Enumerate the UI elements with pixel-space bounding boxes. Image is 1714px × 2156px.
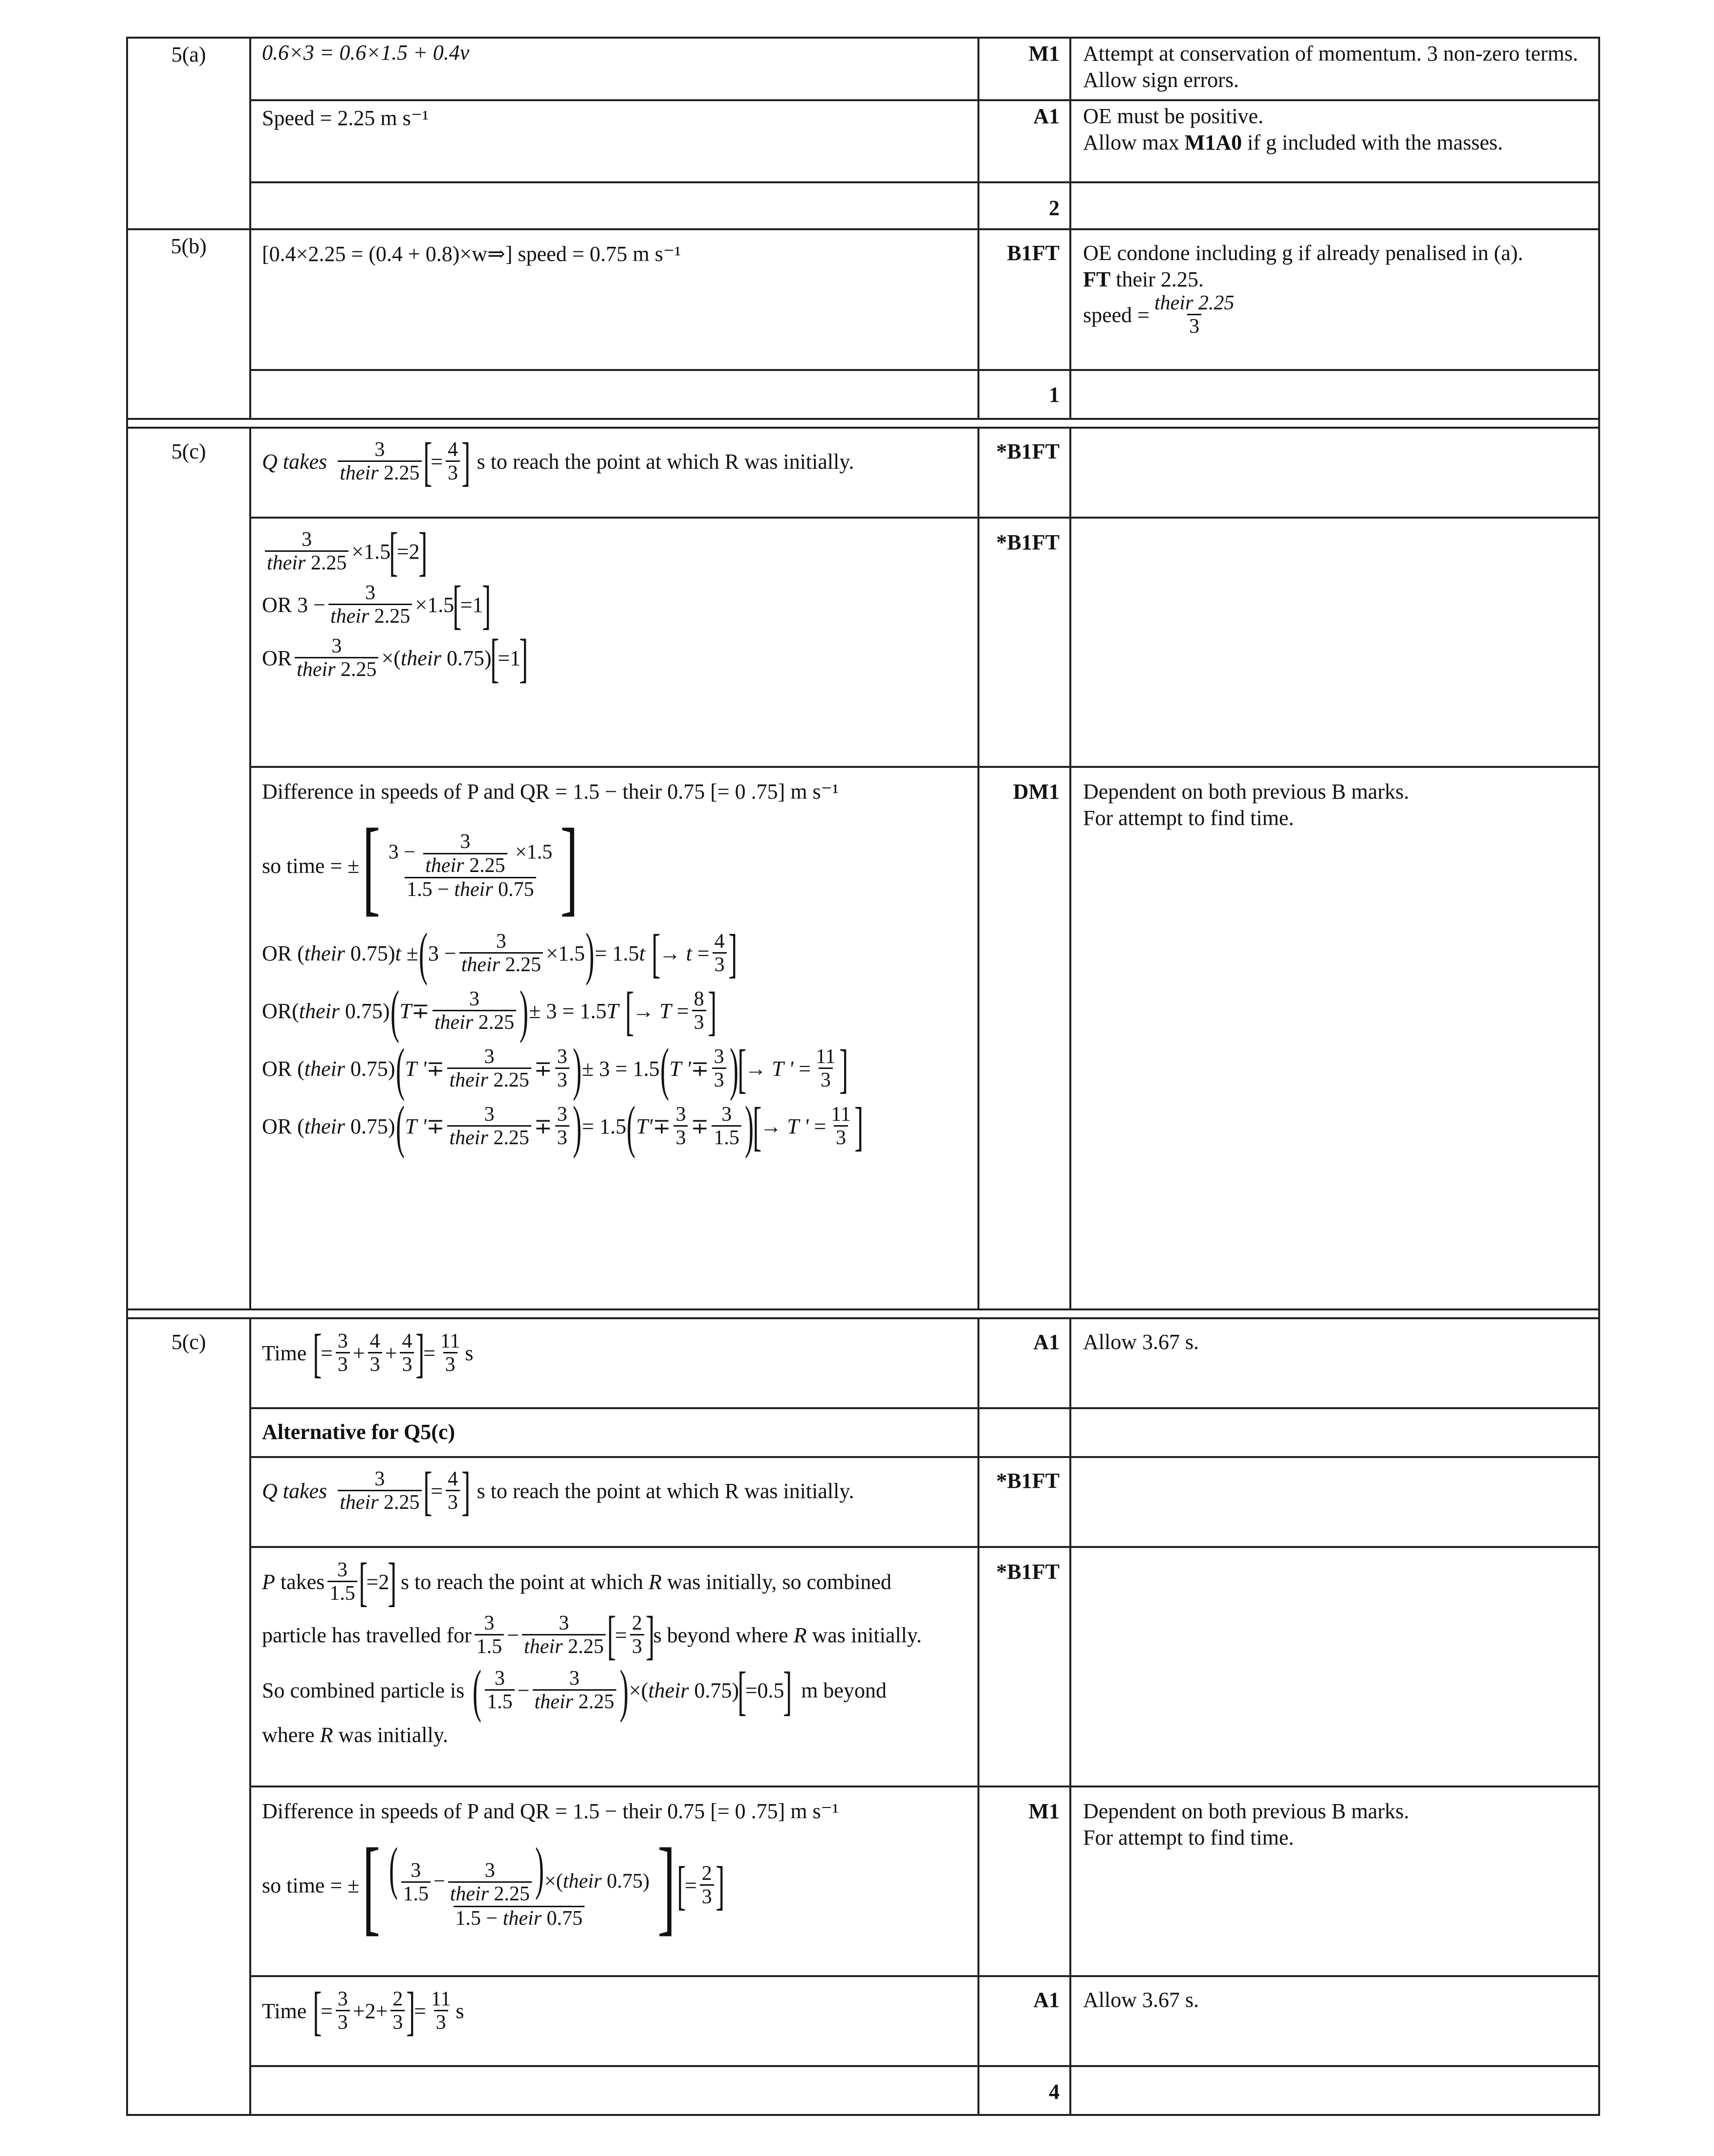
mark-cell: *B1FT <box>978 518 1070 767</box>
empty-cell <box>250 2066 978 2115</box>
guidance-cell: Allow 3.67 s. <box>1070 1976 1599 2066</box>
table-row <box>127 370 1599 419</box>
guidance-line: For attempt to find time. <box>1083 1825 1294 1850</box>
guidance-cell <box>1070 100 1599 182</box>
guidance-cell <box>1070 428 1599 518</box>
table-row <box>127 1408 1599 1457</box>
answer-line: $\frac{3}{\text{their 2.25}}$ ×1.5 [ =2 ] <box>262 527 967 576</box>
table-row <box>127 229 1599 370</box>
answer-text: Time [ = $\frac{3}{3}$ + $\frac{4}{3}$ + $\frac{4}{3}$ ] = $\frac{11}{3}$ s <box>262 1323 474 1383</box>
empty-cell <box>250 182 978 229</box>
guidance-cell: Attempt at conservation of momentum. 3 non-zero terms. Allow sign errors. <box>1070 38 1599 100</box>
answer-line: So combined particle is ( $\frac{3}{1.5}$ − $\frac{3}{\text{their 2.25}}$ ) ×(their 0.75) [ =0.5 ] m beyond <box>262 1658 887 1723</box>
answer-cell <box>250 100 978 182</box>
empty-cell <box>250 370 978 419</box>
question-number: 5(c) <box>127 1318 250 2115</box>
table-row <box>127 428 1599 518</box>
empty-cell <box>1070 1408 1599 1457</box>
answer-cell <box>250 38 978 100</box>
guidance-line: Allow max M1A0 if g included with the masses. <box>1083 130 1503 154</box>
answer-text: Time [ = $\frac{3}{3}$ +2+ $\frac{2}{3}$ ] = $\frac{11}{3}$ s <box>262 1981 464 2041</box>
guidance-cell <box>1070 229 1599 370</box>
answer-line: so time = ± [ ( $\frac{3}{1.5}$ − $\frac{3}{\text{their 2.25}}$ )×(their 0.75) 1.5 − their 0.75 ] [ = $\frac{2}{3}$ ] <box>262 1826 725 1945</box>
empty-cell <box>1070 370 1599 419</box>
answer-cell <box>250 518 978 767</box>
answer-line: where R was initially. <box>262 1723 448 1747</box>
table-row <box>127 1318 1599 1408</box>
section-divider <box>127 1309 1599 1318</box>
table-row <box>127 182 1599 229</box>
guidance-line: Dependent on both previous B marks. <box>1083 1799 1410 1823</box>
table-row <box>127 1457 1599 1547</box>
mark-cell: *B1FT <box>978 1547 1070 1786</box>
answer-line: OR 3 − $\frac{3}{\text{their 2.25}}$ ×1.5 [ =1 ] <box>262 575 491 634</box>
table-row <box>127 1547 1599 1786</box>
guidance-cell <box>1070 1457 1599 1547</box>
table-row <box>127 2066 1599 2115</box>
question-number: 5(c) <box>127 428 250 1309</box>
guidance-cell <box>1070 518 1599 767</box>
answer-cell <box>250 1457 978 1547</box>
total-mark: 4 <box>978 2066 1070 2115</box>
answer-line: P takes $\frac{3}{1.5}$ [ =2 ] s to reach the point at which R was initially, so combined <box>262 1552 891 1612</box>
empty-cell <box>1070 182 1599 229</box>
guidance-line: FT their 2.25. <box>1083 267 1204 291</box>
mark-cell: *B1FT <box>978 428 1070 518</box>
answer-line: OR (their 0.75) ( T ' ∓ $\frac{3}{\text{their 2.25}}$ ∓ $\frac{3}{3}$ ) = 1.5 ( T′ ∓ $\frac{3}{3}$ ∓ $\frac{3}{1.5}$ ) [ → T ' = $\frac{11}{3}$ ] <box>262 1093 864 1159</box>
guidance-cell <box>1070 1547 1599 1786</box>
guidance-line: OE must be positive. <box>1083 104 1264 128</box>
answer-line: OR (their 0.75)t ± ( 3 − $\frac{3}{\text{their 2.25}}$ ×1.5 ) = 1.5t [ → t = $\frac{4}{3}$ ] <box>262 920 738 986</box>
table-row <box>127 518 1599 767</box>
alternative-heading: Alternative for Q5(c) <box>250 1408 978 1457</box>
answer-line: particle has travelled for $\frac{3}{1.5}$ − $\frac{3}{\text{their 2.25}}$ [ = $\frac{2}{3}$ ] s beyond where R was initially. <box>262 1605 922 1665</box>
mark-scheme-table <box>126 37 1600 2116</box>
answer-line: so time = ± [ 3 − $\frac{3}{\text{their 2.25}}$ ×1.5 1.5 − their 0.75 ] <box>262 806 579 926</box>
mark-cell: B1FT <box>978 229 1070 370</box>
answer-text: Q takes $\frac{3}{\text{their 2.25}}$ [ = $\frac{4}{3}$ ] s to reach the point at which R was initially. <box>262 1461 854 1521</box>
answer-line: Difference in speeds of P and QR = 1.5 − their 0.75 [= 0 .75] m s⁻¹ <box>262 780 839 804</box>
mark-cell: M1 <box>978 1786 1070 1976</box>
empty-cell <box>978 1408 1070 1457</box>
answer-cell <box>250 428 978 518</box>
total-mark: 1 <box>978 370 1070 419</box>
answer-line: OR $\frac{3}{\text{their 2.25}}$ ×(their 0.75) [ =1 ] <box>262 628 528 688</box>
mark-scheme-sheet <box>126 37 1598 2116</box>
mark-cell: A1 <box>978 1318 1070 1408</box>
mark-cell: *B1FT <box>978 1457 1070 1547</box>
question-number: 5(b) <box>127 229 250 419</box>
mark-cell: DM1 <box>978 767 1070 1309</box>
answer-cell <box>250 1547 978 1786</box>
answer-line: Difference in speeds of P and QR = 1.5 − their 0.75 [= 0 .75] m s⁻¹ <box>262 1799 839 1823</box>
empty-cell <box>1070 2066 1599 2115</box>
answer-line: OR(their 0.75) ( T ∓ $\frac{3}{\text{their 2.25}}$ ) ± 3 = 1.5T [ → T = $\frac{8}{3}$ ] <box>262 978 717 1044</box>
answer-text: Q takes $\frac{3}{\text{their 2.25}}$ [ = $\frac{4}{3}$ ] s to reach the point at which R was initially. <box>262 432 854 491</box>
mark-cell: A1 <box>978 1976 1070 2066</box>
guidance-formula: speed = $\frac{\text{their 2.25}}{3}$ <box>1083 292 1235 338</box>
answer-cell <box>250 1318 978 1408</box>
total-mark: 2 <box>978 182 1070 229</box>
answer-cell <box>250 1976 978 2066</box>
mark-cell: M1 <box>978 38 1070 100</box>
table-row <box>127 38 1599 100</box>
answer-line: OR (their 0.75) ( T ' ∓ $\frac{3}{\text{their 2.25}}$ ∓ $\frac{3}{3}$ ) ± 3 = 1.5 ( T ' ∓ $\frac{3}{3}$ ) [ → T ' = $\frac{11}{3}$ ] <box>262 1036 848 1101</box>
answer-text: [0.4×2.25 = (0.4 + 0.8)×w⇒] speed = 0.75 m s⁻¹ <box>262 242 681 266</box>
guidance-cell <box>1070 1786 1599 1976</box>
guidance-line: OE condone including g if already penalised in (a). <box>1083 241 1523 265</box>
guidance-line: Dependent on both previous B marks. <box>1083 780 1410 804</box>
mark-cell: A1 <box>978 100 1070 182</box>
table-row <box>127 100 1599 182</box>
answer-text: 0.6×3 = 0.6×1.5 + 0.4v <box>262 41 470 65</box>
guidance-cell <box>1070 767 1599 1309</box>
table-row <box>127 1786 1599 1976</box>
answer-cell <box>250 1786 978 1976</box>
table-row <box>127 767 1599 1309</box>
section-divider <box>127 419 1599 428</box>
answer-cell <box>250 767 978 1309</box>
guidance-cell: Allow 3.67 s. <box>1070 1318 1599 1408</box>
question-number: 5(a) <box>127 38 250 229</box>
answer-text: Speed = 2.25 m s⁻¹ <box>262 106 429 130</box>
guidance-line: For attempt to find time. <box>1083 806 1294 830</box>
table-row <box>127 1976 1599 2066</box>
answer-cell <box>250 229 978 370</box>
